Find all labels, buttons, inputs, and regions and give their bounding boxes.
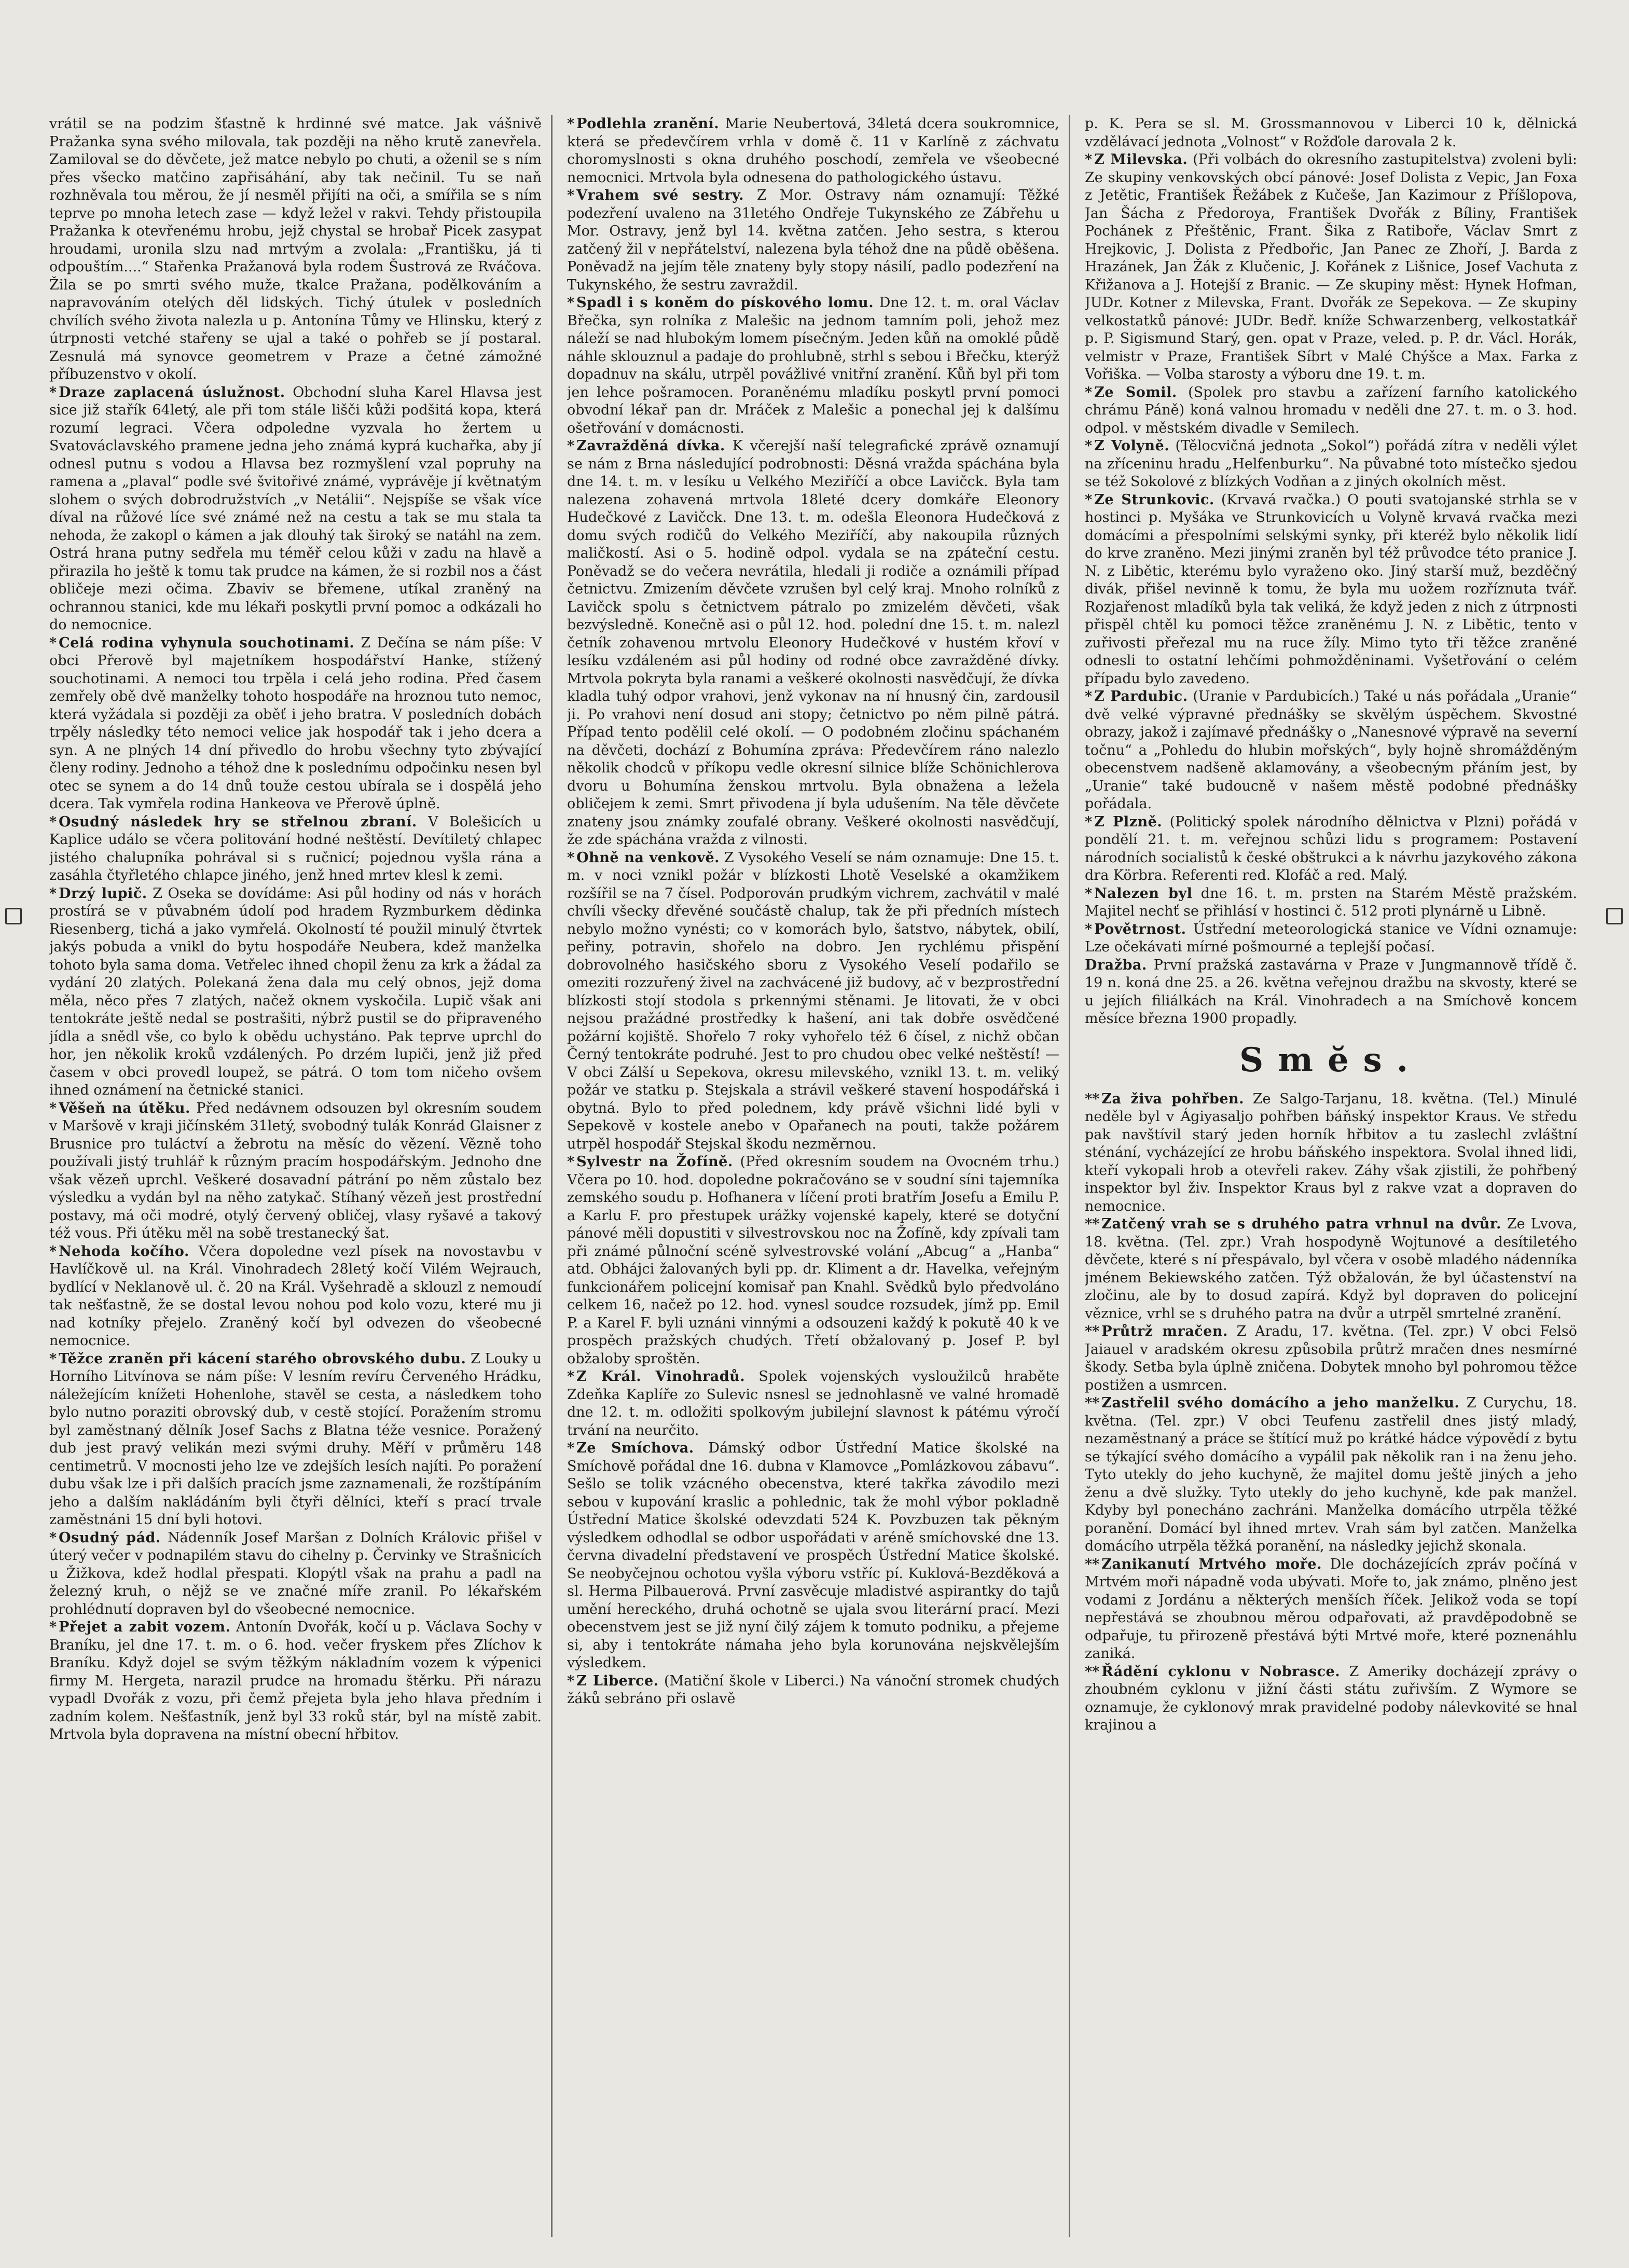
article-body: První pražská zastavárna v Praze v Jungmannově třídě č. 19 n. koná dne 25. a 26. května veřejnou dražbu na skvosty, které se u jejích filiálkách na Král. Vinohradech a na Smíchově koncem měsíce března 1900 propadly. bbox=[1085, 957, 1577, 1027]
article-paragraph bbox=[49, 1350, 542, 1529]
article-headline: Ze Smíchova. bbox=[576, 1440, 694, 1456]
article-paragraph bbox=[49, 1619, 542, 1744]
article-headline: Řádění cyklonu v Nobrasce. bbox=[1101, 1663, 1341, 1680]
article-marker: * bbox=[1085, 813, 1093, 830]
article-body: K včerejší naší telegrafické zprávě oznamují se nám z Brna následující podrobnosti: Děsná vražda spáchána byla dne 14. t. m. v lesíku u Velkého Meziříčí a obce Lavičck. Byla tam nalezena zohavená mrtvola 18leté dcery domkáře Eleonory Hudečkové z Lavičck. Dne 13. t. m. odešla Eleonora Hudečková z domu svých rodičů do Velkého Meziříčí, aby nakoupila různých maličkostí. Asi o 5. hodině odpol. vydala se na zpáteční cestu. Poněvadž se do večera nevrátila, hledali ji rodiče a oznámili případ četnictvu. Zmizením děvčete vzrušen byl celý kraj. Mnoho rolníků z Lavičck spolu s četnictvem pátralo po zmizelém děvčeti, však bezvýsledně. Konečně asi o půl 12. hod. polední dne 15. t. m. nalezl četník zohavenou mrtvolu Eleonory Hudečkové v hustém křoví v lesíku vzdáleném asi půl hodiny od rodné obce zavražděné dívky. Mrtvola pokryta byla ranami a veškeré okolnosti nasvědčují, že dívka kladla tuhý odpor vrahovi, jenž vykonav na ní hnusný čin, zardousil ji. Po vrahovi není dosud ani stopy; četnictvo po něm pilně pátrá. Případ tento podělil celé okolí. — O podobném zločinu spáchaném na děvčeti, dochází z Bohumína zpráva: Předevčírem ráno nalezlo několik chodců v příkopu vedle okresní silnice blíže Schönichlerova dvoru u Bohumína ženskou mrtvolu. Byla obnažena a ležela obličejem k zemi. Smrt přivodena jí byla udušením. Na těle děvčete znateny jsou známky zoufalé obrany. Veškeré okolnosti nasvědčují, že zde spáchána vražda z vilnosti. bbox=[567, 438, 1059, 848]
article-paragraph bbox=[1085, 957, 1577, 1028]
article-paragraph bbox=[567, 1153, 1059, 1368]
article-paragraph bbox=[567, 849, 1059, 1154]
article-headline: Z Král. Vinohradů. bbox=[576, 1368, 746, 1385]
article-headline: Podlehla zranění. bbox=[576, 116, 720, 132]
article-body: p. K. Pera se sl. M. Grossmannovou v Liberci 10 k, dělnická vzdělávací jednota „Volnost“ v Rožďole darovala 2 k. bbox=[1085, 116, 1577, 150]
column-2 bbox=[567, 115, 1070, 2237]
article-marker: * bbox=[49, 1529, 57, 1546]
article-paragraph bbox=[567, 1672, 1059, 1708]
article-marker: * bbox=[567, 116, 575, 132]
article-marker: * bbox=[49, 885, 57, 902]
article-marker: ** bbox=[1085, 1216, 1100, 1232]
article-body: Nádenník Josef Maršan z Dolních Královic přišel v úterý večer v podnapilém stavu do cihelny p. Červinky ve Strašnicích u Žižkova, kdež hodlal přespati. Klopýtl však na prahu a padl na železný kruh, o nějž se ve značné míře zranil. Po lékařském prohlédnutí dopraven byl do všeobecné nemocnice. bbox=[49, 1529, 542, 1617]
article-marker: * bbox=[49, 813, 57, 830]
article-marker: * bbox=[1085, 885, 1093, 902]
article-body: Marie Neubertová, 34letá dcera soukromnice, která se předevčírem vrhla v domě č. 11 v Karlíně z záchvatu choromyslnosti s okna druhého poschodí, zemřela ve všeobecné nemocnici. Mrtvola byla odnesena do pathologického ústavu. bbox=[567, 116, 1059, 186]
article-headline: Drzý lupič. bbox=[59, 885, 147, 902]
article-headline: Z Plzně. bbox=[1094, 813, 1163, 830]
article-body: Z Louky u Horního Litvínova se nám píše: V lesním revíru Červeného Hrádku, náležejícím knížeti Hohenlohe, stavěl se cesta, a následkem toho bylo nutno poraziti obrovský dub, v cestě stojící. Poražením stromu byl zaměstnaný dělník Josef Sachs z Blatna téže vesnice. Poražený dub jest pravý velikán mezi svými druhy. Měří v průměru 148 centimetrů. V mocnosti jeho lze ve zdejších lesích najíti. Po poražení dubu však lze i při dalších pracích jsme zaznamenali, že rozštípáním jeho a dalším nakládáním byli čtyři dělníci, kteří s prací trvale zaměstnáni 15 dní byli hotovi. bbox=[49, 1350, 542, 1528]
article-body: dne 16. t. m. prsten na Starém Městě pražském. Majitel nechť se přihlásí v hostinci č. 512 proti plynárně u Libně. bbox=[1085, 885, 1577, 919]
article-marker: * bbox=[567, 295, 575, 311]
article-body: (Při volbách do okresního zastupitelstva) zvoleni byli: Ze skupiny venkovských obcí pánové: Josef Dolista z Vepic, Jan Foxa z Jetětic, František Řežábek z Kučeše, Jan Kazimour z Příšlopova, Jan Šácha z Předoroya, František Dvořák z Bíliny, František Pochánek z Přeštěnic, Frant. Šika z Ratiboře, Václav Smrt z Hrejkovic, J. Dolista z Předbořic, Jan Panec ze Zhoří, J. Barda z Hrazánek, Jan Žák z Klučenic, J. Kořánek z Lišnice, Josef Vachuta z Křižanova a J. Hotejší z Branic. — Ze skupiny měst: Hynek Hofman, JUDr. Kotner z Milevska, Frant. Dvořák ze Sepekova. — Ze skupiny velkostatků pánové: JUDr. Bedř. kníže Schwarzenberg, velkostatkář p. P. Sigismund Starý, gen. opat v Praze, veled. p. P. dr. Václ. Horák, velmistr v Praze, František Síbrt v Malé Chýšce a Max. Farka z Vořiška. — Volba starosty a výboru dne 19. t. m. bbox=[1085, 151, 1577, 382]
article-paragraph bbox=[49, 1243, 542, 1350]
newspaper-page bbox=[49, 115, 1577, 2237]
article-marker: ** bbox=[1085, 1663, 1100, 1680]
article-headline: Celá rodina vyhynula souchotinami. bbox=[59, 634, 355, 651]
article-paragraph bbox=[1085, 921, 1577, 957]
article-headline: Nehoda kočího. bbox=[59, 1243, 189, 1260]
article-body: Spolek vojenských vysloužilců hraběte Zdeňka Kaplíře zo Sulevic nsnesl se jednohlasně ve valné hromadě dne 12. t. m. odložiti spolkovým jubilejní slavnost k pátému výročí trvání na neurčito. bbox=[567, 1368, 1060, 1439]
article-body: Z Dečína se nám píše: V obci Přerově byl majetníkem hospodářství Hanke, stížený souchotinami. A nemoci tou trpěla i celá jeho rodina. Před časem zemřely obě dvě manželky tohoto hospodáře na hroznou tuto nemoc, která vyžádala si později za oběť i jeho bratra. V posledních dobách trpěly následky této nemoci velice jak hospodář tak i jeho dcera a syn. A ne plných 14 dní přivedlo do hrobu všechny tyto zbývající členy rodiny. Jednoho a téhož dne k poslednímu odpočinku nesen byl otec se synem a do 14 dnů touže cestou ubírala se i dospělá jeho dcera. Tak vymřela rodina Hankeova ve Přerově úplně. bbox=[49, 634, 542, 812]
article-paragraph bbox=[1085, 1215, 1577, 1323]
article-headline: Povětrnost. bbox=[1094, 921, 1186, 937]
article-headline: Za živa pohřben. bbox=[1101, 1090, 1245, 1107]
article-body: vrátil se na podzim šťastně k hrdinné své matce. Jak vášnivě Pražanka syna svého milovala, tak později na něho krutě zanevřela. Zamiloval se do děvčete, jež matce nebylo po chuti, a oženil se s ním přes všecko matčino zapřisáhání, aby tak nečinil. Tu se naň rozhněvala tou měrou, že jí nesměl přijíti na oči, a smířila se s ním teprve po mnoha letech zase — když ležel v rakvi. Tehdy přistoupila Pražanka k otevřenému hrobu, jejž chystal se hrobař Picek zasypat hroudami, uronila slzu nad mrtvým a zvolala: „Františku, já ti odpouštím....“ Stařenka Pražanová byla rodem Šustrová ze Rváčova. Žila se po smrti svého muže, tkalce Pražana, podělkováním a napravováním otelých děl lidských. Tichý útulek v posledních chvílích svého života nalezla u p. Antonína Tůmy ve Hlinsku, který z útrpnosti vetché stařeny se ujal a také o pohřeb se jí postaral. Zesnulá má synovce geometrem v Praze a četné zámožné příbuzenstvo v okolí. bbox=[49, 116, 542, 382]
article-paragraph bbox=[49, 115, 542, 384]
article-marker: * bbox=[1085, 384, 1093, 400]
article-paragraph bbox=[1085, 688, 1577, 813]
article-paragraph bbox=[1085, 1394, 1577, 1556]
article-paragraph bbox=[49, 1100, 542, 1243]
article-marker: * bbox=[1085, 491, 1093, 508]
article-body: Ze Lvova, 18. května. (Tel. zpr.) Vrah hospodyně Wojtunové a desítiletého děvčete, které s ní přespávalo, byl včera v osobě mladého nádenníka jménem Bekiewského zatčen. Týž obžalován, že byl účastenství na zločinu, ale by to dosud zapírá. Když byl dopraven do policejní věznice, vrhl se s druhého patra na dvůr a utrpěl smrtelné zranění. bbox=[1085, 1216, 1577, 1322]
article-marker: * bbox=[567, 1368, 575, 1385]
article-paragraph bbox=[49, 634, 542, 813]
fold-mark-left bbox=[5, 908, 22, 924]
article-marker: ** bbox=[1085, 1090, 1100, 1107]
article-headline: Vrahem své sestry. bbox=[576, 187, 744, 203]
article-marker: ** bbox=[1085, 1395, 1100, 1411]
article-body: (Krvavá rvačka.) O pouti svatojanské strhla se v hostinci p. Myšáka ve Strunkovicích u Volyně krvavá rvačka mezi domácími a přespolními selskými synky, při kteréž bylo několik lidí do krve zraněno. Mezi jinými zraněn byl též průvodce této pranice J. N. z Libětic, kterému bylo vyraženo oko. Jiný starší muž, bezděčný divák, přišel nevinně k tomu, že byla mu uožem rozříznuta tvář. Rozjařenost mladíků byla tak veliká, že když jeden z nich z útrpnosti přispěl chtěl ku pomoci těžce zraněnému J. N. z Libětic, tento v zuřivosti přeřezal mu na ruce žíly. Mimo tyto tři těžce zraněné odnesli to ostatní lehčími pohmožděninami. Vyšetřování o celém případu bylo zavedeno. bbox=[1085, 491, 1577, 687]
article-marker: * bbox=[567, 187, 575, 203]
article-headline: Ohně na venkově. bbox=[576, 849, 720, 866]
article-paragraph bbox=[567, 1368, 1059, 1440]
article-marker: * bbox=[49, 1619, 57, 1635]
article-paragraph bbox=[1085, 384, 1577, 438]
article-headline: Draze zaplacená úslužnost. bbox=[59, 384, 285, 400]
article-headline: Zanikanutí Mrtvého moře. bbox=[1101, 1556, 1322, 1572]
article-body: (Spolek pro stavbu a zařízení farního katolického chrámu Páně) koná valnou hromadu v neděli dne 27. t. m. o 3. hod. odpol. v městském divadle v Semilech. bbox=[1085, 384, 1577, 436]
article-body: Dle docházejících zpráv počíná v Mrtvém moři nápadně voda ubývati. Moře to, jak známo, plněno jest vodami z Jordánu a některých menších říček. Jelikož voda se topí nepřestává se zhoubnou měrou odpařovati, až pravděpodobně se odpařuje, tu přirozeně přestává býti Mrtvé moře, které poznenáhlu zaniká. bbox=[1085, 1556, 1577, 1662]
article-body: (Politický spolek národního dělnictva v Plzni) pořádá v pondělí 21. t. m. veřejnou schůzi lidu s programem: Postavení národních socialistů k české obštrukci a k návrhu jazykového zákona dra Körbra. Referenti red. Klofáč a red. Malý. bbox=[1085, 813, 1577, 883]
article-body: Dámský odbor Ústřední Matice školské na Smíchově pořádal dne 16. dubna v Klamovce „Pomlázkovou zábavu“. Sešlo se tolik vzácného obecenstva, které takřka závodilo mezi sebou v kupování kraslic a pohlednic, tak že mohl výbor pokladně Ústřední Matice školské odevzdati 524 K. Povzbuzen tak pěkným výsledkem odhodlal se odbor uspořádati v aréně smíchovské dne 13. června divadelní představení ve prospěch Ústřední Matice školské. Se neobyčejnou ochotou vyšla výboru vstříc pí. Kuklová-Bezděková a sl. Herma Pilbauerová. První zasvěcuje mladistvé aspirantky do tajů umění hereckého, druhá ochotně se ujala svou literární prací. Mezi obecenstvem jest se již nyní čilý zájem k tomuto podniku, a přejeme si, aby i tentokráte námaha jeho byla korunována nejskvělejším výsledkem. bbox=[567, 1440, 1059, 1671]
article-marker: * bbox=[567, 849, 575, 866]
article-headline: Ze Somil. bbox=[1094, 384, 1177, 400]
article-paragraph bbox=[1085, 437, 1577, 491]
article-headline: Z Milevska. bbox=[1094, 151, 1188, 168]
article-marker: * bbox=[1085, 151, 1093, 168]
article-body: Z Mor. Ostravy nám oznamují: Těžké podezření uvaleno na 31letého Ondřeje Tukynského ze Zábřehu u Mor. Ostravy, jenž byl 14. května zatčen. Jeho sestra, s kterou zatčený žil v nepřátelství, nalezena byla téhož dne na půdě oběšena. Poněvadž na jejím těle znateny byly stopy násilí, padlo podezření na Tukynského, že sestru zavraždil. bbox=[567, 187, 1059, 293]
article-marker: * bbox=[1085, 438, 1093, 454]
article-headline: Těžce zraněn při kácení starého obrovského dubu. bbox=[59, 1350, 466, 1367]
article-paragraph bbox=[1085, 1323, 1577, 1394]
article-marker: * bbox=[49, 1243, 57, 1260]
article-body: Před nedávnem odsouzen byl okresním soudem v Maršově v kraji jičínském 31letý, svobodný tulák Konrád Glaisner z Brusnice pro tuláctví a žebrotu na měsíc do vězení. Vězně toho používali jistý truhlář k různým pracím hospodářským. Jednoho dne však vězeň uprchl. Veškeré dosavadní pátrání po něm zůstalo bez výsledku a vydán byl na něho zatykač. Stíhaný vězeň jest prostřední postavy, má oči modré, otylý červený obličej, vlasy ryšavé a takový též vous. Při útěku měl na sobě trestanecký šat. bbox=[49, 1100, 542, 1241]
article-paragraph bbox=[1085, 1663, 1577, 1735]
article-headline: Přejet a zabit vozem. bbox=[59, 1619, 231, 1635]
article-marker: * bbox=[1085, 688, 1093, 704]
article-marker: * bbox=[1085, 921, 1093, 937]
article-marker: * bbox=[49, 384, 57, 400]
article-paragraph bbox=[1085, 1090, 1577, 1216]
article-paragraph bbox=[1085, 491, 1577, 688]
article-body: Ústřední meteorologická stanice ve Vídni oznamuje: Lze očekávati mírné pošmourné a teplejší počasí. bbox=[1085, 921, 1577, 955]
article-marker: ** bbox=[1085, 1323, 1100, 1339]
article-headline: Ze Strunkovic. bbox=[1094, 491, 1214, 508]
article-body: V Bolešicích u Kaplice událo se včera politování hodné neštěstí. Devítiletý chlapec jistého chalupníka pohrával si s ručnicí; pojednou vyšla rána a zasáhla čtyřletého chlapce jiného, jenž hned mrtev klesl k zemi. bbox=[49, 813, 542, 883]
fold-mark-right bbox=[1606, 908, 1623, 924]
article-headline: Z Pardubic. bbox=[1094, 688, 1188, 704]
article-marker: * bbox=[49, 634, 57, 651]
article-headline: Věšeň na útěku. bbox=[59, 1100, 190, 1116]
article-marker: ** bbox=[1085, 1556, 1100, 1572]
section-heading: Smĕs. bbox=[1239, 1040, 1423, 1080]
article-marker: * bbox=[567, 438, 575, 454]
article-paragraph bbox=[49, 885, 542, 1100]
article-body: Z Oseka se dovídáme: Asi půl hodiny od nás v horách prostírá se v půvabném údolí pod hradem Ryzmburkem dědinka Riesenberg, tichá a jako vymřelá. Okolností té použil minulý čtvrtek jakýs pobuda a vnikl do bytu hospodáře Neubera, kdež manželka tohoto byla sama doma. Vetřelec ihned chopil ženu za krk a žádal za vydání 20 zlatých. Polekaná žena dala mu celý obnos, jejž doma měla, něco přes 7 zlatých, načež oknem vyskočila. Lupič však ani tentokráte ještě nedal se postrašiti, nýbrž pustil se do připraveného jídla a snědl vše, co bylo k obědu uchystáno. Pak teprve uprchl do hor, jen několik kroků vzdálených. Po drzém lupiči, jenž již před časem v obci provedl loupež, se pátrá. O tom tom ničeho ovšem ihned oznámení na četnické stanici. bbox=[49, 885, 542, 1098]
article-headline: Dražba. bbox=[1085, 957, 1147, 973]
article-paragraph bbox=[1085, 115, 1577, 151]
article-headline: Osudný pád. bbox=[59, 1529, 161, 1546]
article-body: Z Vysokého Veselí se nám oznamuje: Dne 15. t. m. v noci vznikl požár v blízkosti Lhotě Veselské a okamžikem rozšířil se na 7 čísel. Podporován prudkým vichrem, zachvátil v malé chvíli všecky dřevěné součástě chalup, tak že při předních místech nebylo možno vynésti; co v komorách bylo, šatstvo, nábytek, obilí, peřiny, potravin, shořelo na dobro. Jen rychlému přispění dobrovolného hasičského sboru z Vysokého Veselí podařilo se omeziti rozzuřený živel na zachvácené již budovy, ač v bezprostřední blízkosti stojí stodola s prkennými stěnami. Je litovati, že v obci nejsou pražádné prostředky k hašení, ani tak dobře osvědčené požární kojiště. Shořelo 7 roky vyhořelo též 6 čísel, z nichž občan Černý tentokráte podruhé. Jest to pro chudou obec velké neštěstí! — V obci Zálší u Sepekova, okresu milevského, vznikl 13. t. m. veliký požár ve statku p. Stejskala a strávil veškeré stavení hospodářská i obytná. Bylo to před polednem, kdy právě všichni lidé byli v Sepekově v kostele anebo v Opařanech na pouti, takže požárem utrpěl hospodář Stejskal škodu nezměrnou. bbox=[567, 849, 1059, 1152]
article-headline: Zastřelil svého domácího a jeho manželku. bbox=[1101, 1395, 1460, 1411]
article-body: (Matiční škole v Liberci.) Na vánoční stromek chudých žáků sebráno při oslavě bbox=[567, 1672, 1059, 1707]
article-body: Obchodní sluha Karel Hlavsa jest sice již stařík 64letý, ale při tom stále lišči kůži podšitá kopa, která rozumí legraci. Včera odpoledne vyzvala ho žertem u Svatováclavského pramene jedna jeho známá kyprá kuchařka, aby jí odnesl putnu s vodou a Hlavsa bez rozmyšlení vzal popruhy na ramena a „plaval“ podle své švitořivé známé, vyprávěje jí květnatým slohem o svých dobrodružstvích „v Netálii“. Nejspíše se však více díval na růžové líce své známé než na cestu a tak se mu stala ta nehoda, že zakopl o kámen a jak dlouhý tak široký se natáhl na zem. Ostrá hrana putny sedřela mu téměř celou kůži v zadu na hlavě a přirazila ho ještě k tomu tak prudce na kámen, že si rozbil nos a část obličeje mezi očima. Zbaviv se břemene, utíkal zraněný na ochrannou stanici, kde mu lékaři poskytli první pomoc a odkázali ho do nemocnice. bbox=[49, 384, 542, 633]
article-paragraph bbox=[49, 384, 542, 634]
article-headline: Z Liberce. bbox=[576, 1672, 659, 1689]
article-paragraph bbox=[567, 294, 1059, 437]
article-headline: Z Volyně. bbox=[1094, 438, 1170, 454]
article-headline: Sylvestr na Žofíně. bbox=[576, 1154, 733, 1170]
article-body: Z Aradu, 17. května. (Tel. zpr.) V obci Felsö Jaiauel v aradském okresu způsobila průtrž mračen dnes nesmírné škody. Setba byla úplně zničena. Dobytek mnoho byl pohromou těžce postižen a usmrcen. bbox=[1085, 1323, 1577, 1393]
article-body: Z Ameriky docházejí zprávy o zhoubném cyklonu v jižní části státu zuřivším. Z Wymore se oznamuje, že cyklonový mrak pravidelné podoby nálevkovité se hnal krajinou a bbox=[1085, 1663, 1577, 1733]
article-paragraph bbox=[567, 115, 1059, 187]
article-body: Ze Salgo-Tarjanu, 18. května. (Tel.) Minulé neděle byl v Ágiyasaljo pohřben báňský inspektor Kraus. Ve středu pak navštívil starý jeden horník hřbitov a tu zaslechl zvláštní sténání, vycházející ze hrobu báňského inspektora. Svolal ihned lidi, kteří vykopali hrob a otevřeli rakev. Záhy však zjistili, že pohřbený inspektor byl živ. Inspektor Kraus byl z rakve vzat a dopraven do nemocnice. bbox=[1085, 1090, 1577, 1214]
column-3 bbox=[1085, 115, 1577, 2237]
column-1 bbox=[49, 115, 553, 2237]
article-headline: Průtrž mračen. bbox=[1101, 1323, 1228, 1339]
article-marker: * bbox=[567, 1154, 575, 1170]
article-marker: * bbox=[49, 1100, 57, 1116]
article-marker: * bbox=[567, 1672, 575, 1689]
article-paragraph bbox=[567, 437, 1059, 849]
article-paragraph bbox=[567, 187, 1059, 294]
article-body: Včera dopoledne vezl písek na novostavbu v Havlíčkově ul. na Král. Vinohradech 28letý kočí Vilém Wejrauch, bydlící v Neklanově ul. č. 20 na Král. Vyšehradě a sklouzl z nemoudí tak nešťastně, že se dostal levou nohou pod kolo vozu, které mu ji nad kotníky přejelo. Zraněný kočí byl odvezen do všeobecné nemocnice. bbox=[49, 1243, 542, 1349]
article-paragraph bbox=[1085, 885, 1577, 921]
article-paragraph bbox=[49, 813, 542, 885]
article-paragraph bbox=[567, 1440, 1059, 1672]
article-body: (Tělocvičná jednota „Sokol“) pořádá zítra v neděli výlet na zříceninu hradu „Helfenburku“. Na půvabné toto místečko sjedou se též Sokolové z blízkých Vodňan a z jiných okolních měst. bbox=[1085, 438, 1577, 490]
article-paragraph bbox=[1085, 151, 1577, 384]
article-body: Antonín Dvořák, kočí u p. Václava Sochy v Braníku, jel dne 17. t. m. o 6. hod. večer fryskem přes Zlíchov k Braníku. Když dojel se svým těžkým nákladním vozem k výpenici firmy M. Hergeta, narazil prudce na hromadu štěrku. Při nárazu vypadl Dvořák z vozu, při čemž přejeta byla jeho hlava předním i zadním kolem. Nešťastník, jenž byl 33 roků stár, byl na místě zabit. Mrtvola byla dopravena na místní obecní hřbitov. bbox=[49, 1619, 542, 1743]
article-headline: Nalezen byl bbox=[1094, 885, 1193, 902]
article-headline: Spadl i s koněm do pískového lomu. bbox=[576, 295, 874, 311]
article-paragraph bbox=[1085, 1556, 1577, 1663]
article-headline: Zavražděná dívka. bbox=[576, 438, 725, 454]
article-headline: Osudný následek hry se střelnou zbraní. bbox=[59, 813, 417, 830]
article-headline: Zatčený vrah se s druhého patra vrhnul na dvůr. bbox=[1101, 1216, 1501, 1232]
article-paragraph bbox=[49, 1529, 542, 1619]
article-body: Z Curychu, 18. května. (Tel. zpr.) V obci Teufenu zastřelil dnes jistý mladý, nezaměstnaný a práce se štítící muž po krátké hádce výpovědí z bytu se týkající svého domácího a vypálil pak několik ran i na ženu jeho. Tyto utekly do jeho kuchyně, že majitel domu ještě jiných a jeho ženu a dvě služky. Tyto utekly do jeho kuchyně, kde pak manžel. Kdyby byl ponecháno zachráni. Manželka domácího utrpěla těžké poranění. Domácí byl ihned mrtev. Vrah sám byl zatčen. Manželka domácího utrpěla těžká poranění, na následky jejichž skonala. bbox=[1085, 1395, 1577, 1554]
article-body: (Uranie v Pardubicích.) Také u nás pořádala „Uranie“ dvě velké výpravné přednášky se skvělým úspěchem. Skvostné obrazy, jakož i zajímavé přednášky o „Nanesnové výpravě na severní točnu“ a „Pohledu do hlubin mořských“, byly hojně shromážděným obecenstvem nadšeně aklamovány, a všeobecným přáním jest, by „Uranie“ také budoucně v našem městě podobné přednášky pořádala. bbox=[1085, 688, 1577, 812]
article-marker: * bbox=[567, 1440, 575, 1456]
article-marker: * bbox=[49, 1350, 57, 1367]
article-body: Dne 12. t. m. oral Václav Břečka, syn rolníka z Malešic na jednom tamním poli, jehož mez náleží se nad hlubokým lomem písečným. Jeden kůň na omoklé půdě náhle sklouznul a padaje do prohlubně, strhl s sebou i Břečku, kterýž dopadnuv na skálu, utrpěl povážlivé vnitřní zranění. Kůň byl při tom jen lehce pošramocen. Poraněnému mladíku poskytl první pomoci obvodní lékař pan dr. Mráček z Malešic a ponechal jej k dalšímu ošetřování v domácnosti. bbox=[567, 295, 1059, 436]
article-body: (Před okresním soudem na Ovocném trhu.) Včera po 10. hod. dopoledne pokračováno se v soudní síni tajemníka zemského soudu p. Hofhanera v líčení proti bratřím Josefu a Emilu P. a Karlu F. pro přestupek urážky vojenské kapely, které se dotyční pánové měli dopustiti v silvestrovskou noc na Žofíně, kdy zpívali tam při známé půlnoční scéně sylvestrovské volání „Abcug“ a „Hanba“ atd. Obhájci žalovaných byli pp. dr. Kliment a dr. Havelka, veřejným funkcionářem policejní komisař pan Knahl. Svědků bylo předvoláno celkem 16, načež po 12. hod. vynesl soudce rozsudek, jímž pp. Emil P. a Karel F. byli uznáni vinnými a odsouzeni každý k pokutě 40 k ve prospěch pražských chudých. Třetí obžalovaný p. Josef P. byl obžaloby sproštěn. bbox=[567, 1154, 1059, 1367]
article-paragraph bbox=[1085, 813, 1577, 885]
